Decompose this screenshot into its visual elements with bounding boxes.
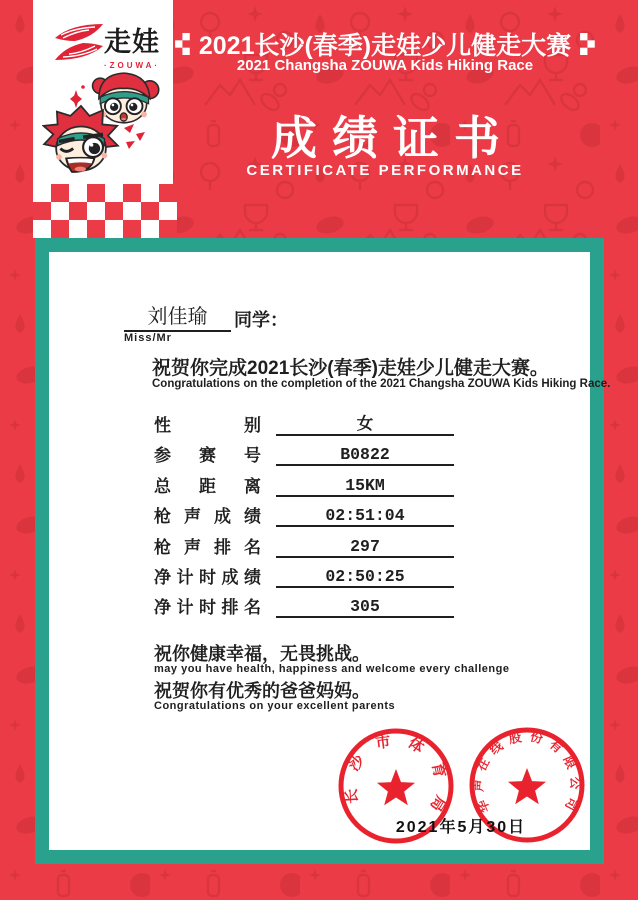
name-caption: Miss/Mr [124,332,172,344]
logo-panel [33,0,173,184]
boy-mascot [42,104,120,176]
stamp-star-icon [377,769,415,805]
field-row-net-rank [154,592,454,618]
field-label: 枪声成绩 [154,507,261,527]
congrats-line-cn: 祝贺你完成2021长沙(春季)走娃少儿健走大赛。 [152,358,549,379]
field-value: 15KM [345,475,385,495]
brand-wordmark [101,20,163,70]
brand-cn: 走娃 [104,27,160,57]
field-value: 02:51:04 [325,506,405,526]
title-bracket-left-icon [175,33,190,55]
field-underline [276,597,454,618]
field-underline [276,567,454,588]
confetti-triangles-icon [120,122,146,152]
checkerboard-decoration [33,184,177,238]
field-label: 净计时排名 [154,598,261,618]
field-row-net-time [154,562,454,588]
field-label: 总距离 [154,476,261,496]
field-label: 净计时成绩 [154,567,261,587]
stamp-text: 华声在线股份有限公司 [471,729,583,819]
wish-line2-cn: 祝贺你有优秀的爸爸妈妈。 [154,681,370,701]
field-underline [276,506,454,527]
field-value: B0822 [340,445,390,465]
wish-line1-cn: 祝你健康幸福，无畏挑战。 [154,644,370,664]
field-row-gun-time [154,501,454,527]
wish-line2-en: Congratulations on your excellent parents [154,700,396,712]
event-subtitle: 2021 Changsha ZOUWA Kids Hiking Race [236,57,534,74]
name-row [124,300,288,332]
field-value: 女 [356,415,374,434]
field-row-gun-rank [154,532,454,558]
field-value: 297 [350,536,380,556]
salutation: 同学： [234,310,288,330]
zouwa-logo-icon [53,22,105,62]
field-row-bib [154,440,454,466]
stamp-star-icon [508,768,546,804]
field-underline [276,537,454,558]
certificate-subtitle: CERTIFICATE PERFORMANCE [246,162,524,179]
certificate-date: 2021年5月30日 [395,819,527,836]
certificate-paper [49,252,611,850]
certificate-frame [35,238,611,864]
stamp-text: 长沙市体育局 [342,731,451,827]
brand-en: ·ZOUWA· [103,61,161,70]
certificate-title: 成绩证书 [271,112,515,164]
field-value: 305 [350,597,380,617]
title-bracket-right-icon [580,33,595,55]
congrats-line-en: Congratulations on the completion of the 2021 Changsha ZOUWA Kids Hiking Race. [152,378,611,390]
field-underline [276,445,454,466]
result-fields [154,410,454,623]
field-label: 枪声排名 [154,537,261,557]
field-row-distance [154,471,454,497]
field-underline [276,476,454,497]
field-row-gender [154,410,454,436]
event-title: 2021长沙(春季)走娃少儿健走大赛 [198,32,572,60]
field-underline [276,410,454,436]
field-label: 性别 [154,416,261,435]
field-label: 参赛号 [154,446,261,466]
field-value: 02:50:25 [325,566,405,586]
name-underline [124,300,231,332]
wish-line1-en: may you have health, happiness and welcome every challenge [154,663,510,675]
participant-name: 刘佳瑜 [147,304,208,328]
